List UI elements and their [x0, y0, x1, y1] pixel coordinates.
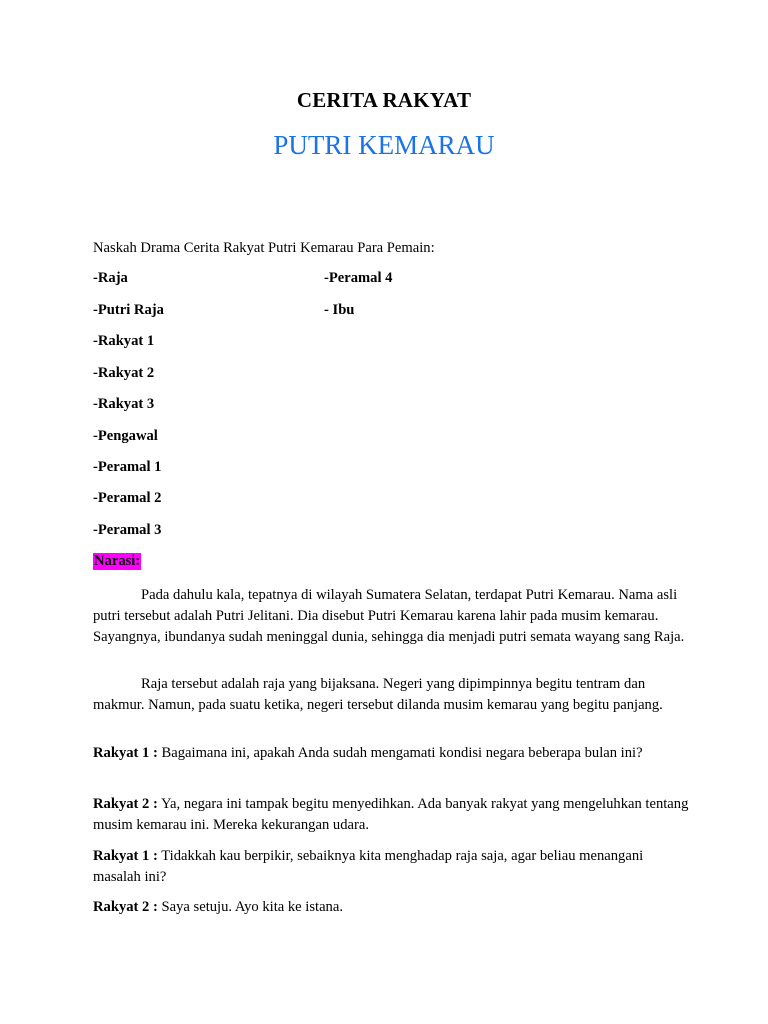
cast-item: -Pengawal: [93, 428, 158, 444]
dialogue-text: Tidakkah kau berpikir, sebaiknya kita menghadap raja saja, agar beliau menangani masalah ini?: [93, 848, 644, 885]
paragraph: Pada dahulu kala, tepatnya di wilayah Sumatera Selatan, terdapat Putri Kemarau. Nama asli putri tersebut adalah Putri Jelitani. Dia disebut Putri Kemarau karena lahir pada musim kemarau. Sayangnya, ibundanya sudah meninggal dunia, sehingga dia menjadi putri semata wayang sang Raja.: [93, 587, 685, 645]
cast-item: -Rakyat 3: [93, 396, 155, 412]
speaker-name: Rakyat 2 :: [93, 796, 158, 812]
cast-item: - Ibu: [324, 302, 355, 318]
narasi-label: Narasi:: [94, 553, 141, 569]
dialogue-line: [93, 846, 693, 888]
dialogue-text: Ya, negara ini tampak begitu menyedihkan. Ada banyak rakyat yang mengeluhkan tentang musim kemarau ini. Mereka kekurangan udara.: [93, 796, 689, 833]
dialogue-text: Saya setuju. Ayo kita ke istana.: [161, 899, 343, 915]
cast-item: -Putri Raja: [93, 302, 164, 318]
paragraph: Raja tersebut adalah raja yang bijaksana. Negeri yang dipimpinnya begitu tentram dan makmur. Namun, pada suatu ketika, negeri tersebut dilanda musim kemarau yang begitu panjang.: [93, 676, 663, 713]
speaker-name: Rakyat 1 :: [93, 848, 158, 864]
cast-item: -Peramal 1: [93, 459, 162, 475]
cast-item: -Peramal 3: [93, 522, 162, 538]
cast-intro: Naskah Drama Cerita Rakyat Putri Kemarau Para Pemain:: [93, 240, 435, 256]
cast-item: -Rakyat 1: [93, 333, 155, 349]
dialogue-line: [93, 897, 693, 918]
dialogue-line: [93, 743, 693, 764]
cast-item: -Rakyat 2: [93, 365, 155, 381]
cast-item: -Peramal 2: [93, 490, 162, 506]
dialogue-line: [93, 794, 693, 836]
cast-item: -Raja: [93, 270, 128, 286]
speaker-name: Rakyat 2 :: [93, 899, 158, 915]
dialogue-text: Bagaimana ini, apakah Anda sudah mengamati kondisi negara beberapa bulan ini?: [161, 745, 643, 761]
cast-item: -Peramal 4: [324, 270, 393, 286]
document-title: CERITA RAKYAT: [296, 88, 472, 112]
speaker-name: Rakyat 1 :: [93, 745, 158, 761]
document-subtitle: PUTRI KEMARAU: [273, 130, 495, 160]
